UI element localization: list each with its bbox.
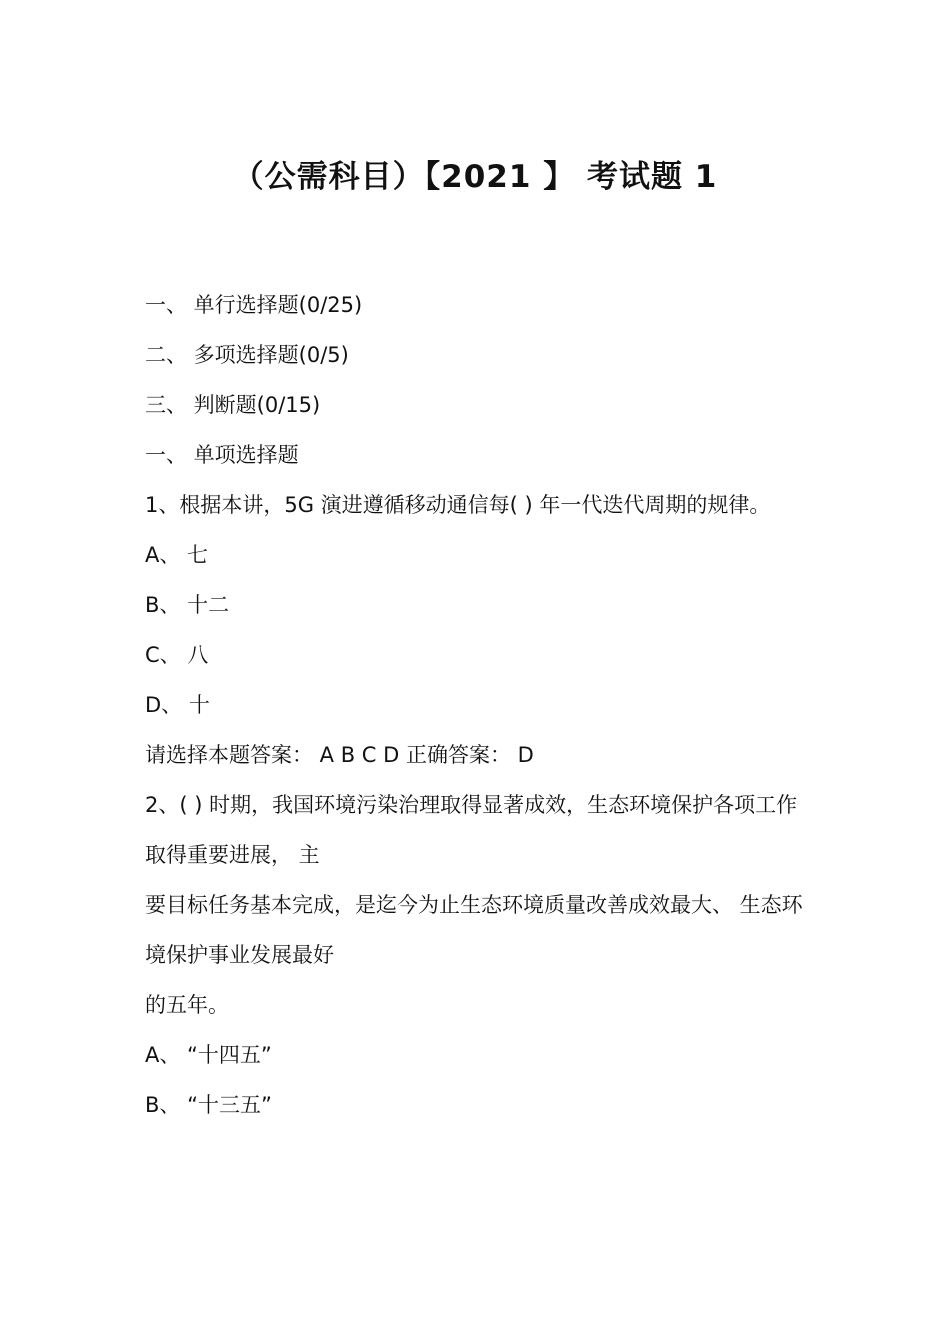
question-2-text-line: 要目标任务基本完成，是迄今为止生态环境质量改善成效最大、 生态环境保护事业发展最好 [145, 893, 803, 967]
question-1-option-c[interactable]: C、 八 [145, 643, 209, 667]
question-1-answer-line: 请选择本题答案： A B C D 正确答案： D [145, 743, 534, 767]
question-2-option-a[interactable]: A、 “十四五” [145, 1043, 272, 1067]
question-1-option-b[interactable]: B、 十二 [145, 593, 230, 617]
section-heading: 一、 单项选择题 [145, 443, 299, 467]
section-item: 三、 判断题(0/15) [145, 393, 321, 417]
question-2-text-line: 的五年。 [145, 993, 229, 1017]
section-item: 二、 多项选择题(0/5) [145, 343, 349, 367]
question-1-option-d[interactable]: D、 十 [145, 693, 210, 717]
question-1-text: 1、根据本讲，5G 演进遵循移动通信每( ) 年一代迭代周期的规律。 [145, 493, 771, 517]
question-2-text-line: 2、( ) 时期，我国环境污染治理取得显著成效，生态环境保护各项工作取得重要进展， 主 [145, 793, 798, 867]
document-title: （公需科目）【2021 】 考试题 1 [232, 159, 718, 195]
question-2-option-b[interactable]: B、 “十三五” [145, 1093, 272, 1117]
document-body [145, 280, 815, 1130]
section-item: 一、 单行选择题(0/25) [145, 293, 363, 317]
question-1-option-a[interactable]: A、 七 [145, 543, 209, 567]
